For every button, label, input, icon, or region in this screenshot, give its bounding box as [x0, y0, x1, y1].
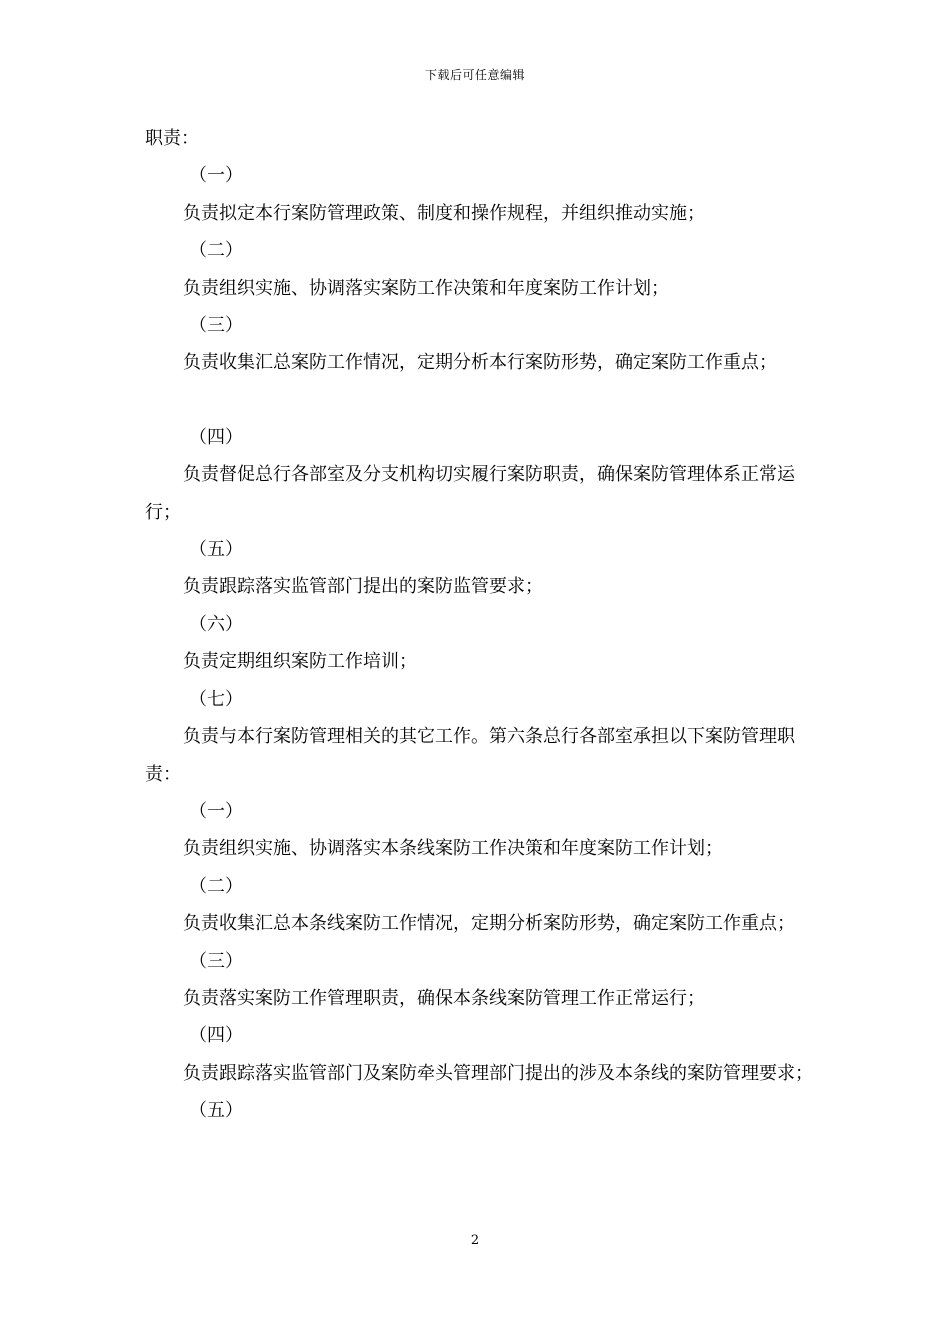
- item-number: （七）: [189, 688, 243, 710]
- paragraph: 负责跟踪落实监管部门提出的案防监管要求；: [183, 576, 543, 598]
- paragraph: 负责拟定本行案防管理政策、制度和操作规程，并组织推动实施；: [183, 202, 705, 224]
- paragraph: 职责：: [145, 128, 199, 149]
- item-number: （五）: [189, 1100, 243, 1122]
- item-number: （三）: [189, 950, 243, 972]
- item-number: （六）: [189, 613, 243, 635]
- paragraph: 负责定期组织案防工作培训；: [183, 651, 417, 673]
- paragraph: 负责收集汇总案防工作情况，定期分析本行案防形势，确定案防工作重点；: [183, 352, 777, 374]
- item-number: （四）: [189, 1025, 243, 1047]
- item-number: （一）: [189, 800, 243, 822]
- paragraph: 负责与本行案防管理相关的其它工作。第六条总行各部室承担以下案防管理职责：: [145, 726, 795, 785]
- paragraph: 负责跟踪落实监管部门及案防牵头管理部门提出的涉及本条线的案防管理要求；: [183, 1062, 813, 1084]
- paragraph: 负责落实案防工作管理职责，确保本条线案防管理工作正常运行；: [183, 987, 705, 1009]
- item-number: （三）: [189, 315, 243, 337]
- item-number: （二）: [189, 875, 243, 897]
- paragraph: 负责组织实施、协调落实本条线案防工作决策和年度案防工作计划；: [183, 838, 723, 860]
- item-number: （四）: [189, 426, 243, 448]
- paragraph: 负责督促总行各部室及分支机构切实履行案防职责，确保案防管理体系正常运行；: [145, 464, 795, 523]
- page-number: 2: [470, 1233, 480, 1248]
- paragraph: 负责收集汇总本条线案防工作情况，定期分析案防形势，确定案防工作重点；: [183, 913, 795, 935]
- item-number: （五）: [189, 539, 243, 561]
- page-header: 下载后可任意编辑: [424, 68, 525, 82]
- item-number: （一）: [189, 165, 243, 187]
- document-body: [145, 120, 815, 1130]
- item-number: （二）: [189, 240, 243, 262]
- paragraph: 负责组织实施、协调落实案防工作决策和年度案防工作计划；: [183, 277, 669, 299]
